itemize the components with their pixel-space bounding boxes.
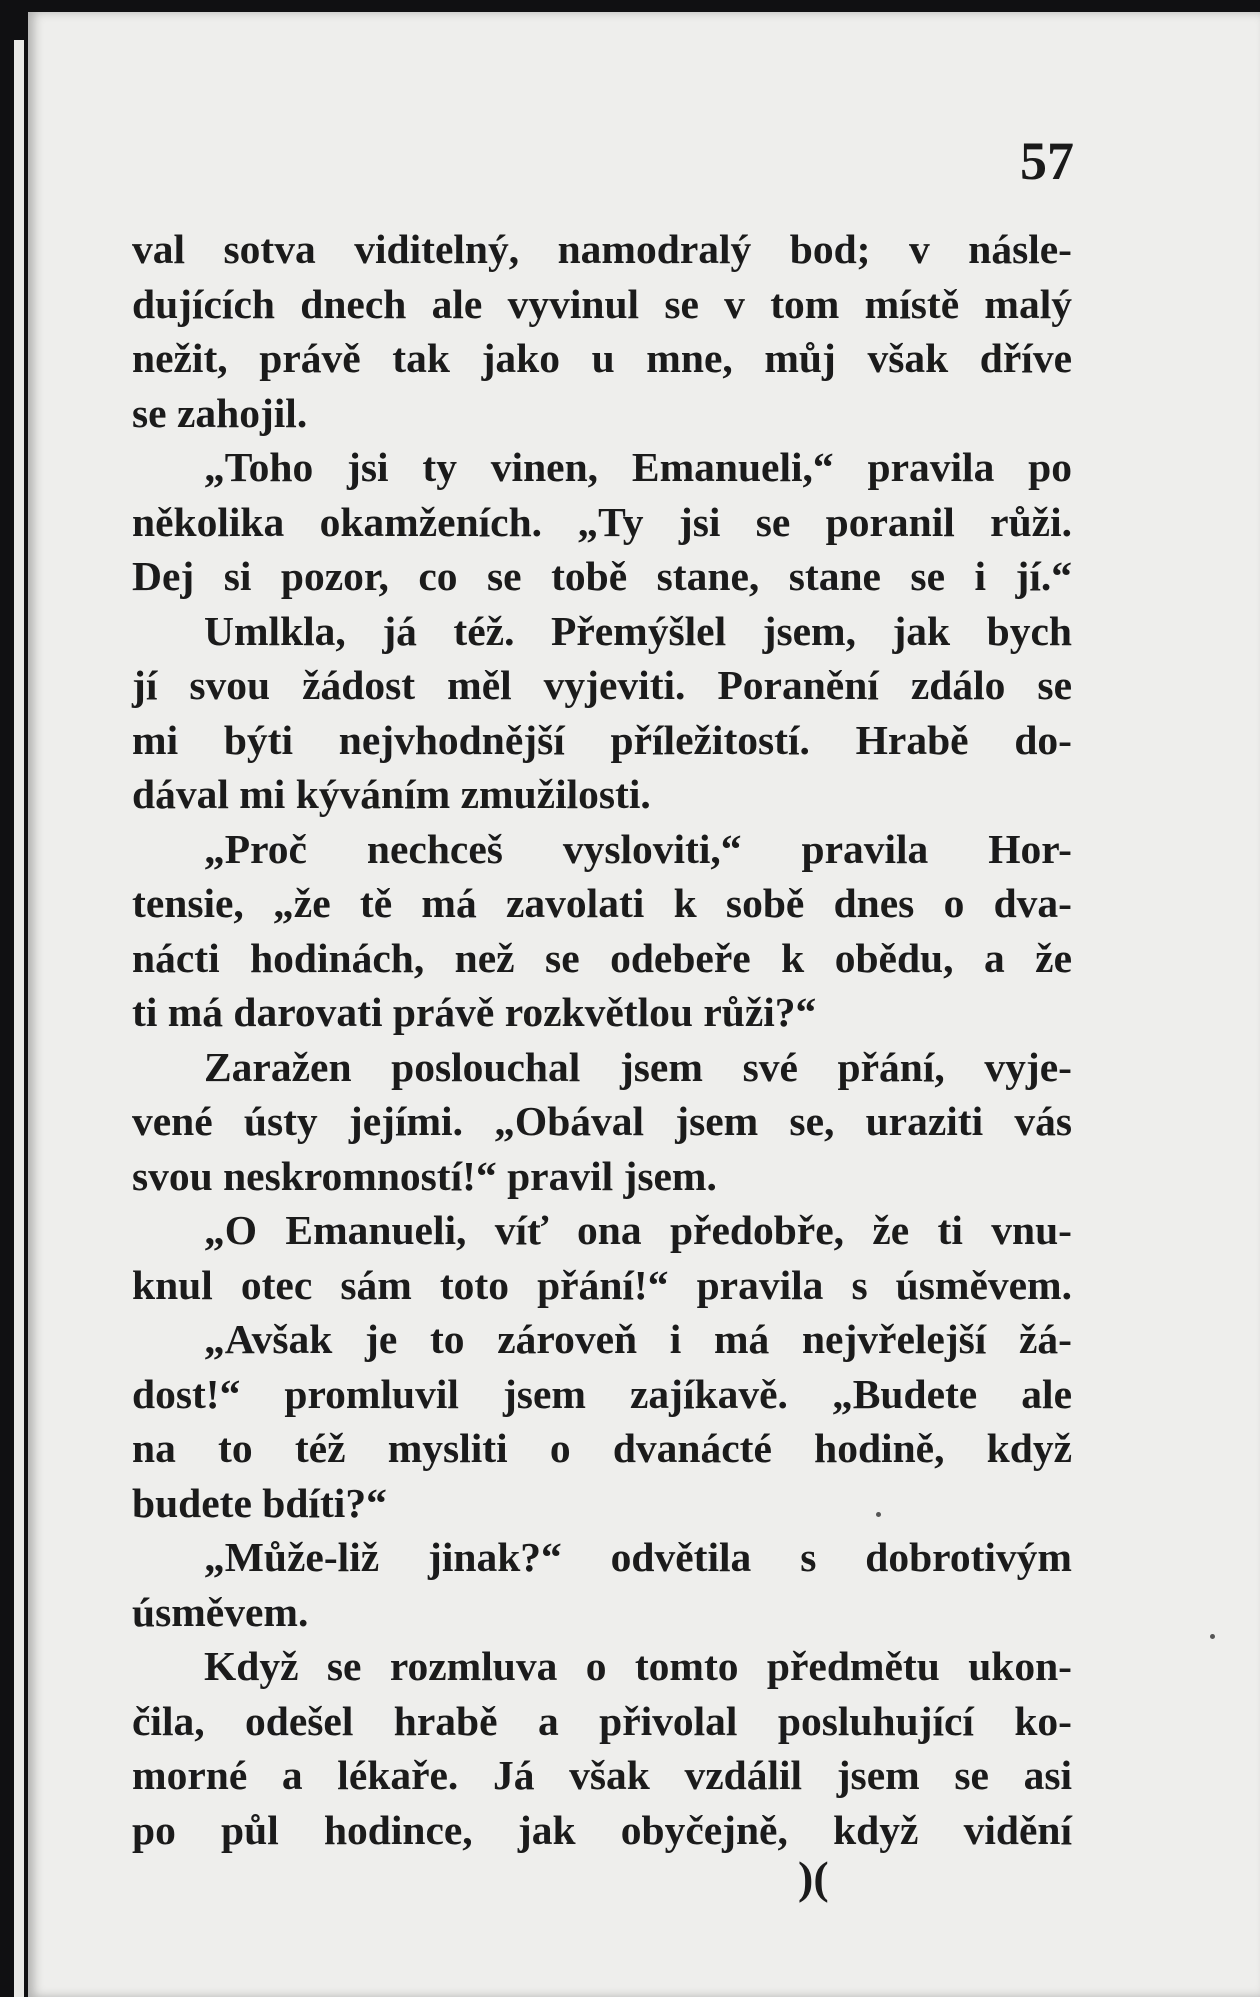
- text-line: dujících dnech ale vyvinul se v tom místě malý: [132, 280, 1072, 327]
- text-line: Umlkla, já též. Přemýšlel jsem, jak bych: [204, 607, 1072, 654]
- text-line: mi býti nejvhodnější příležitostí. Hrabě do-: [132, 716, 1072, 763]
- text-line: se zahojil.: [132, 389, 308, 436]
- printer-signature-mark: )(: [798, 1852, 829, 1903]
- text-line: Dej si pozor, co se tobě stane, stane se i jí.“: [132, 553, 1072, 599]
- text-line: Když se rozmluva o tomto předmětu ukon-: [204, 1643, 1072, 1689]
- paper-speck: [1210, 1634, 1215, 1639]
- page-number: 57: [1020, 131, 1074, 191]
- text-line: nežit, právě tak jako u mne, můj však dříve: [132, 335, 1072, 381]
- text-line: tensie, „že tě má zavolati k sobě dnes o dva-: [132, 880, 1072, 926]
- text-line: ti má darovati právě rozkvětlou růži?“: [132, 989, 817, 1035]
- text-line: na to též mysliti o dvanácté hodině, když: [132, 1425, 1072, 1471]
- text-line: „Proč nechceš vysloviti,“ pravila Hor-: [204, 825, 1072, 872]
- text-line: „Toho jsi ty vinen, Emanueli,“ pravila po: [204, 444, 1072, 490]
- text-line: knul otec sám toto přání!“ pravila s úsměvem.: [132, 1261, 1072, 1308]
- text-line: morné a lékaře. Já však vzdálil jsem se asi: [132, 1752, 1072, 1798]
- text-line: po půl hodince, jak obyčejně, když vidění: [132, 1806, 1072, 1853]
- text-line: val sotva viditelný, namodralý bod; v násle-: [132, 226, 1072, 272]
- text-line: jí svou žádost měl vyjeviti. Poranění zdálo se: [132, 662, 1072, 708]
- previous-page-edge: [14, 40, 24, 1997]
- text-line: dával mi kýváním zmužilosti.: [132, 771, 651, 817]
- text-line: Zaražen poslouchal jsem své přání, vyje-: [204, 1043, 1072, 1090]
- text-line: „Avšak je to zároveň i má nejvřelejší žá-: [204, 1316, 1072, 1362]
- text-line: dost!“ promluvil jsem zajíkavě. „Budete ale: [132, 1370, 1072, 1417]
- paper-speck: [876, 1512, 881, 1517]
- text-line: vené ústy jejími. „Obával jsem se, uraziti vás: [132, 1098, 1072, 1144]
- text-line: čila, odešel hrabě a přivolal posluhující ko-: [132, 1697, 1072, 1744]
- page-body-text: [132, 222, 1072, 1857]
- text-line: svou neskromností!“ pravil jsem.: [132, 1152, 717, 1199]
- text-line: úsměvem.: [132, 1588, 309, 1635]
- text-line: budete bdíti?“: [132, 1479, 387, 1526]
- text-line: několika okamženích. „Ty jsi se poranil růži.: [132, 498, 1072, 545]
- text-line: „Může-liž jinak?“ odvětila s dobrotivým: [204, 1534, 1072, 1580]
- text-line: nácti hodinách, než se odebeře k obědu, a že: [132, 934, 1072, 981]
- book-page: [28, 12, 1260, 1997]
- text-line: „O Emanueli, víť ona předobře, že ti vnu-: [204, 1207, 1072, 1253]
